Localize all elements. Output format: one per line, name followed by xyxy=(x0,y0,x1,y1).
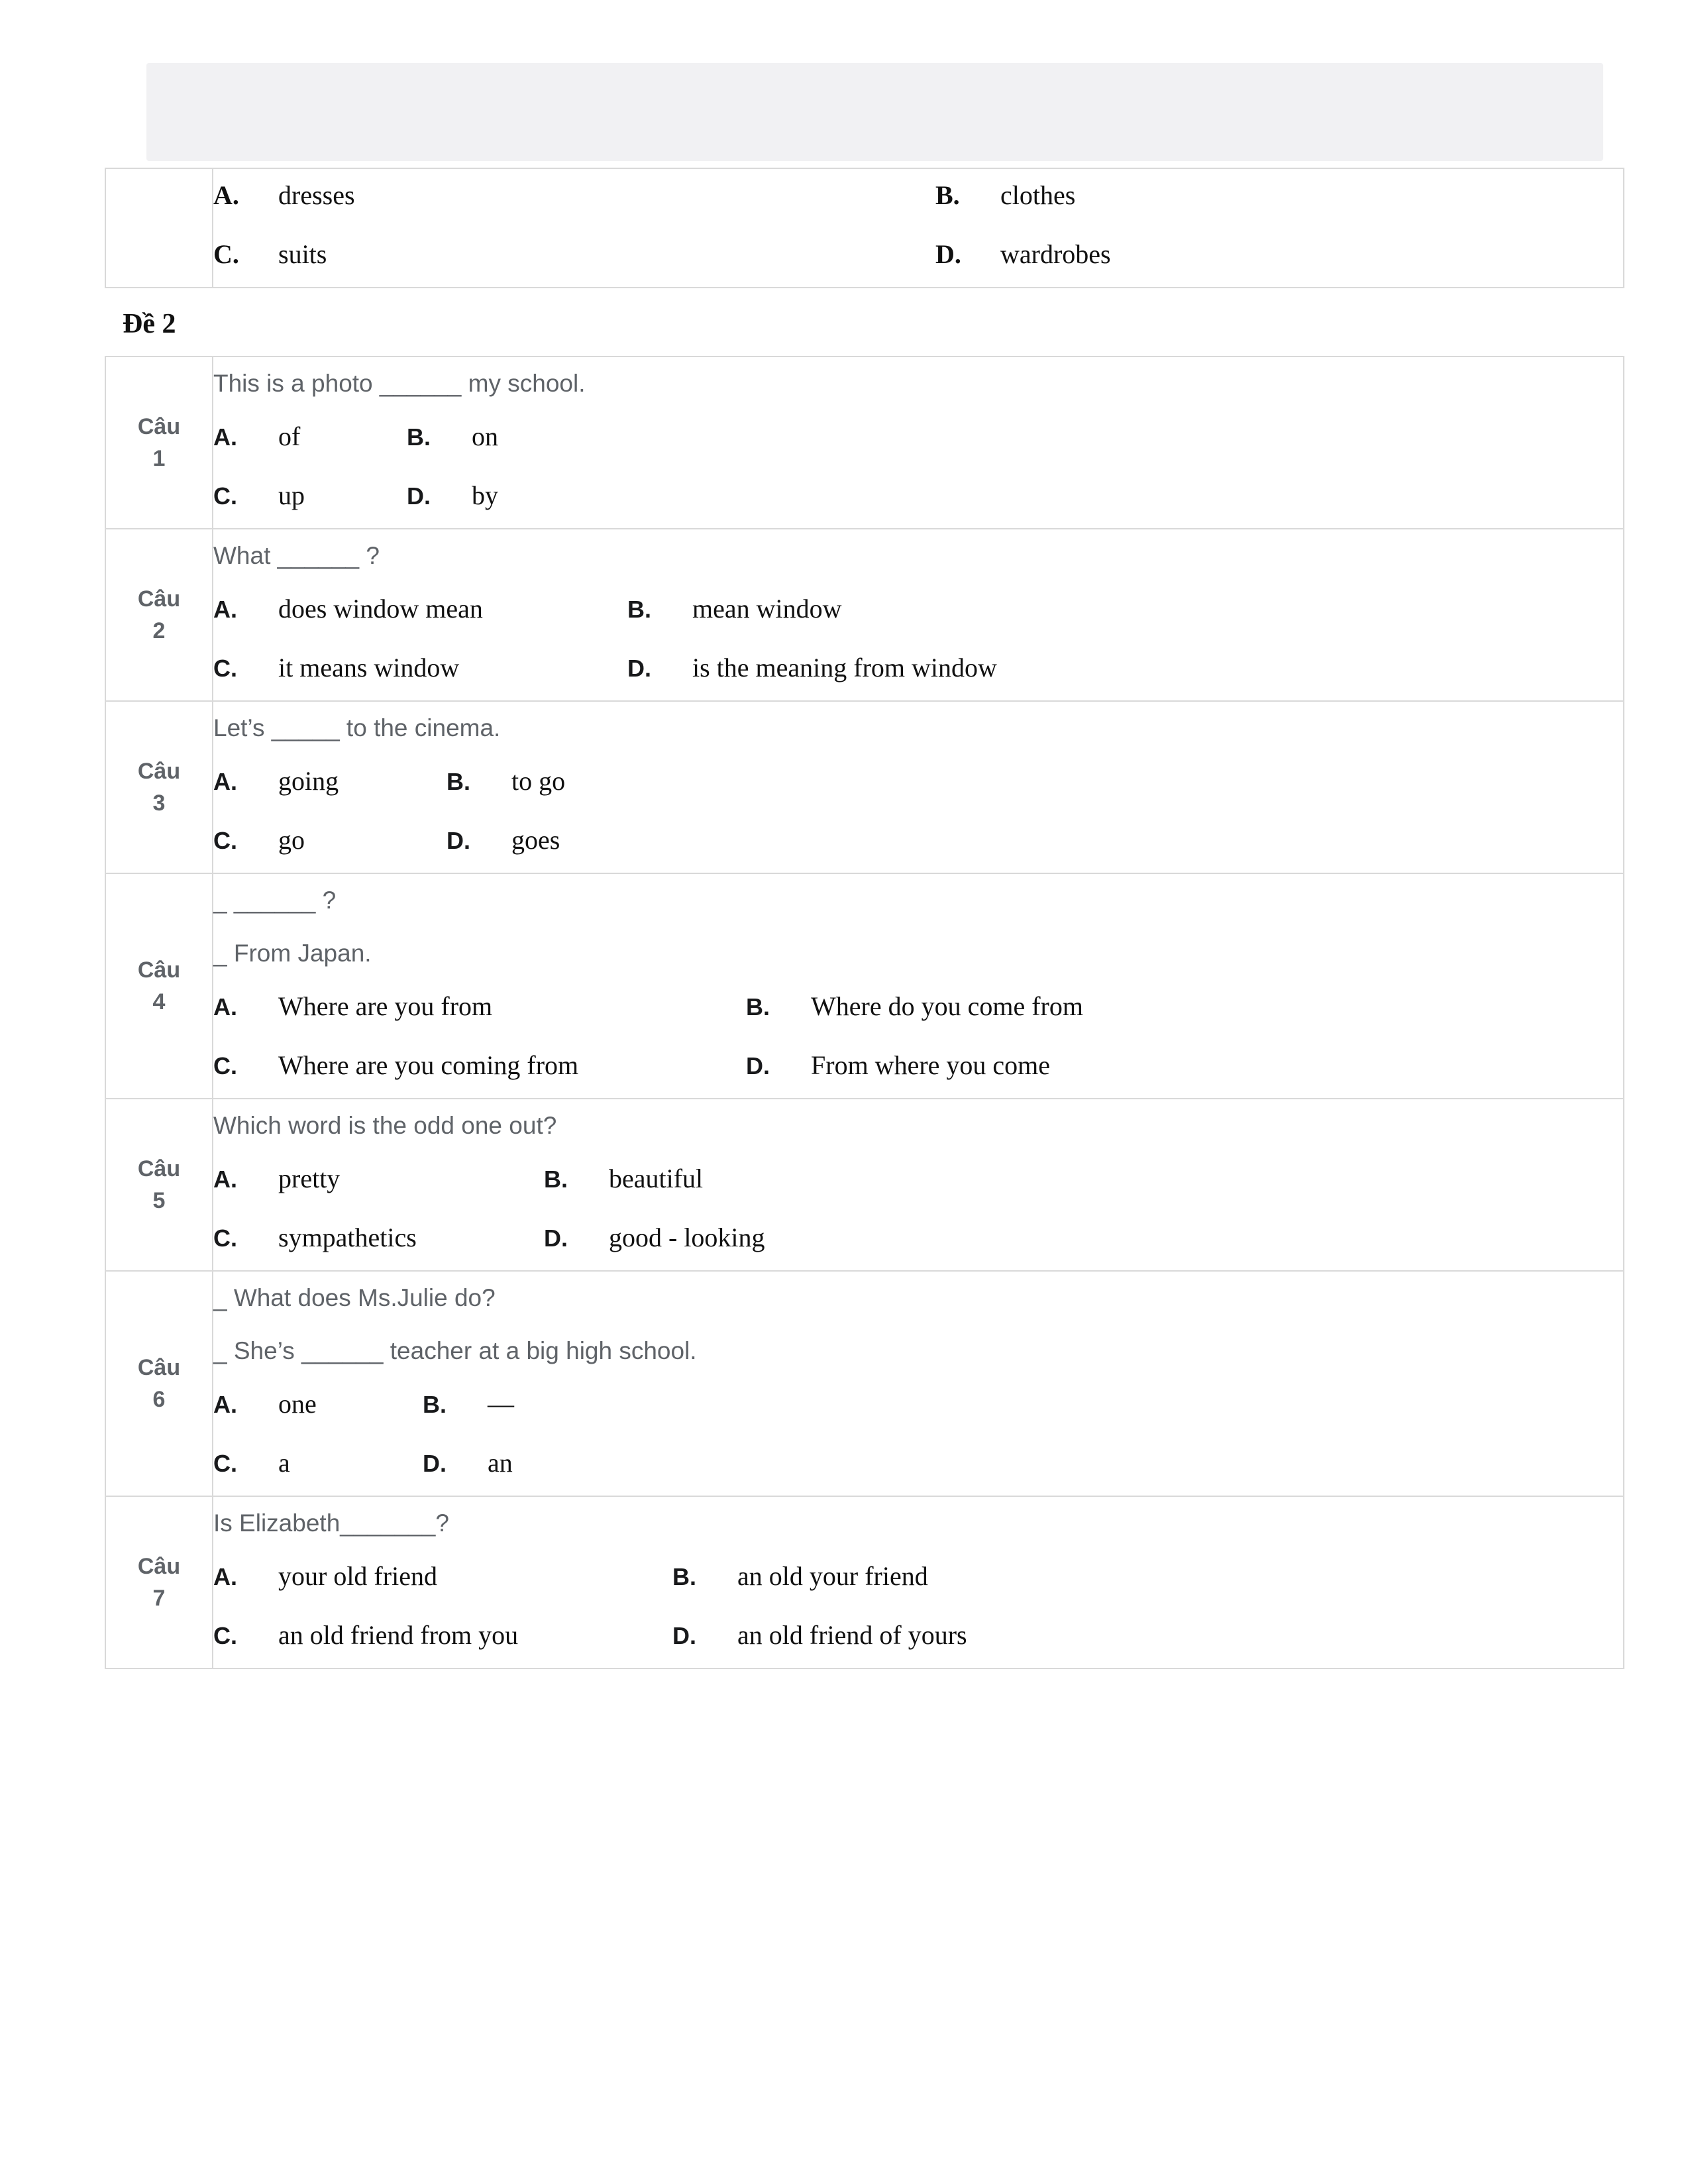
answer-option xyxy=(213,169,935,228)
option-letter: B. xyxy=(672,1563,696,1590)
question-body-cell xyxy=(213,1271,1624,1496)
question-label: Câu xyxy=(137,1156,181,1181)
option-letter: A. xyxy=(213,1391,237,1418)
question-number-cell xyxy=(105,873,213,1099)
answer-option xyxy=(213,228,935,287)
table-row xyxy=(105,1099,1624,1271)
answer-option xyxy=(213,641,627,700)
option-text: go xyxy=(278,825,305,855)
answer-option xyxy=(213,1609,672,1668)
option-letter: B. xyxy=(544,1166,568,1193)
option-letter: B. xyxy=(627,596,651,623)
answer-option xyxy=(213,814,447,873)
question-number-cell xyxy=(105,701,213,873)
option-text: beautiful xyxy=(609,1164,704,1193)
option-letter: C. xyxy=(213,1622,237,1649)
question-number: 4 xyxy=(152,989,166,1014)
option-text: pretty xyxy=(278,1164,341,1193)
question-label: Câu xyxy=(137,1355,181,1380)
table-row xyxy=(105,701,1624,873)
question-number: 5 xyxy=(152,1188,166,1213)
option-text: it means window xyxy=(278,653,460,682)
answer-option xyxy=(213,980,746,1039)
question-label: Câu xyxy=(137,957,181,983)
answer-option xyxy=(407,469,1623,528)
answer-option xyxy=(213,410,407,469)
question-number-cell xyxy=(105,529,213,701)
question-body-cell xyxy=(213,873,1624,1099)
option-text: an old friend of yours xyxy=(737,1620,967,1650)
option-letter: B. xyxy=(423,1391,447,1418)
option-text: good - looking xyxy=(609,1223,765,1252)
option-letter: D. xyxy=(627,655,651,682)
table-row xyxy=(105,1496,1624,1668)
question-body-cell xyxy=(213,168,1624,288)
question-text: _ From Japan. xyxy=(213,940,372,967)
option-text: of xyxy=(278,421,301,451)
option-text: a xyxy=(278,1448,290,1478)
option-letter: C. xyxy=(213,655,237,682)
option-letter: D. xyxy=(423,1450,447,1477)
table-row xyxy=(105,356,1624,529)
question-number-cell xyxy=(105,168,213,288)
question-body-cell xyxy=(213,701,1624,873)
question-number-cell xyxy=(105,1496,213,1668)
answer-option xyxy=(447,814,1623,873)
question-number: 6 xyxy=(152,1387,166,1412)
option-letter: B. xyxy=(407,423,431,451)
answer-option xyxy=(213,582,627,641)
question-number: 3 xyxy=(152,791,166,816)
question-body-cell xyxy=(213,356,1624,529)
table-row xyxy=(105,1271,1624,1496)
option-letter: D. xyxy=(447,827,470,854)
option-text: clothes xyxy=(1000,180,1076,210)
option-letter: A. xyxy=(213,1166,237,1193)
option-text: goes xyxy=(511,825,560,855)
question-text: _ What does Ms.Julie do? xyxy=(213,1284,496,1311)
option-text: sympathetics xyxy=(278,1223,417,1252)
option-letter: B. xyxy=(447,768,470,795)
option-text: does window mean xyxy=(278,594,483,624)
option-text: From where you come xyxy=(811,1050,1051,1080)
option-letter: B. xyxy=(746,993,770,1020)
question-number-cell xyxy=(105,1271,213,1496)
options-grid xyxy=(213,1152,1623,1270)
answer-option xyxy=(213,1211,544,1270)
question-text: What ______ ? xyxy=(213,542,380,569)
answer-option xyxy=(213,1152,544,1211)
answer-option xyxy=(627,641,1623,700)
options-grid xyxy=(213,169,1623,287)
answer-option xyxy=(407,410,1623,469)
option-letter: C. xyxy=(213,1225,237,1252)
question-body-cell xyxy=(213,1099,1624,1271)
answer-option xyxy=(213,1378,423,1437)
answer-option xyxy=(672,1609,1623,1668)
option-text: Where are you from xyxy=(278,991,493,1021)
option-letter: C. xyxy=(213,1450,237,1477)
answer-option xyxy=(213,755,447,814)
options-grid xyxy=(213,755,1623,873)
answer-option xyxy=(627,582,1623,641)
option-text: is the meaning from window xyxy=(692,653,997,682)
option-text: suits xyxy=(278,239,327,269)
option-text: up xyxy=(278,480,305,510)
question-label: Câu xyxy=(137,414,181,439)
answer-option xyxy=(423,1437,1623,1496)
question-label: Câu xyxy=(137,759,181,784)
question-text: Is Elizabeth_______? xyxy=(213,1509,449,1537)
option-text: Where do you come from xyxy=(811,991,1083,1021)
question-number: 7 xyxy=(152,1586,166,1611)
answer-option xyxy=(935,228,1623,287)
option-letter: C. xyxy=(213,482,237,510)
option-text: to go xyxy=(511,766,566,796)
question-text: Let’s _____ to the cinema. xyxy=(213,714,501,741)
option-letter: D. xyxy=(746,1052,770,1079)
option-letter: C. xyxy=(213,827,237,854)
option-letter: A. xyxy=(213,423,237,451)
table-row xyxy=(105,529,1624,701)
option-letter: A. xyxy=(213,180,239,210)
options-grid xyxy=(213,410,1623,528)
options-grid xyxy=(213,1550,1623,1668)
question-number: 1 xyxy=(152,446,166,471)
option-letter: D. xyxy=(407,482,431,510)
question-number-cell xyxy=(105,1099,213,1271)
answer-option xyxy=(746,980,1623,1039)
option-text: your old friend xyxy=(278,1561,437,1591)
question-number: 2 xyxy=(152,618,166,643)
question-number-cell xyxy=(105,356,213,529)
answer-option xyxy=(935,169,1623,228)
quiz-table xyxy=(105,356,1624,1669)
question-text: This is a photo ______ my school. xyxy=(213,370,586,397)
answer-option xyxy=(213,1550,672,1609)
table-row xyxy=(105,168,1624,288)
answer-option xyxy=(447,755,1623,814)
answer-option xyxy=(213,469,407,528)
option-letter: A. xyxy=(213,768,237,795)
question-text: _ She’s ______ teacher at a big high school. xyxy=(213,1337,697,1364)
options-grid xyxy=(213,980,1623,1098)
option-letter: C. xyxy=(213,239,239,269)
answer-option xyxy=(544,1211,1623,1270)
question-text: Which word is the odd one out? xyxy=(213,1112,557,1139)
question-text: _ ______ ? xyxy=(213,887,337,914)
answer-option xyxy=(544,1152,1623,1211)
options-grid xyxy=(213,582,1623,700)
option-text: by xyxy=(472,480,498,510)
answer-option xyxy=(213,1437,423,1496)
option-letter: D. xyxy=(672,1622,696,1649)
option-text: Where are you coming from xyxy=(278,1050,579,1080)
option-text: wardrobes xyxy=(1000,239,1111,269)
section-heading: Đề 2 xyxy=(123,309,176,339)
option-text: dresses xyxy=(278,180,355,210)
option-text: going xyxy=(278,766,339,796)
option-text: one xyxy=(278,1389,317,1419)
answer-option xyxy=(746,1039,1623,1098)
option-text: an xyxy=(488,1448,513,1478)
answer-option xyxy=(213,1039,746,1098)
table-row xyxy=(105,873,1624,1099)
option-text: mean window xyxy=(692,594,842,624)
question-body-cell xyxy=(213,1496,1624,1668)
option-letter: A. xyxy=(213,993,237,1020)
answer-option xyxy=(672,1550,1623,1609)
option-text: — xyxy=(488,1389,514,1419)
option-letter: D. xyxy=(544,1225,568,1252)
question-label: Câu xyxy=(137,1554,181,1579)
option-letter: A. xyxy=(213,1563,237,1590)
question-label: Câu xyxy=(137,586,181,612)
answer-fragment-table xyxy=(105,168,1624,288)
options-grid xyxy=(213,1378,1623,1496)
option-letter: A. xyxy=(213,596,237,623)
option-letter: B. xyxy=(935,180,960,210)
answer-option xyxy=(423,1378,1623,1437)
option-letter: C. xyxy=(213,1052,237,1079)
option-text: on xyxy=(472,421,498,451)
option-text: an old friend from you xyxy=(278,1620,519,1650)
question-body-cell xyxy=(213,529,1624,701)
option-text: an old your friend xyxy=(737,1561,928,1591)
option-letter: D. xyxy=(935,239,961,269)
